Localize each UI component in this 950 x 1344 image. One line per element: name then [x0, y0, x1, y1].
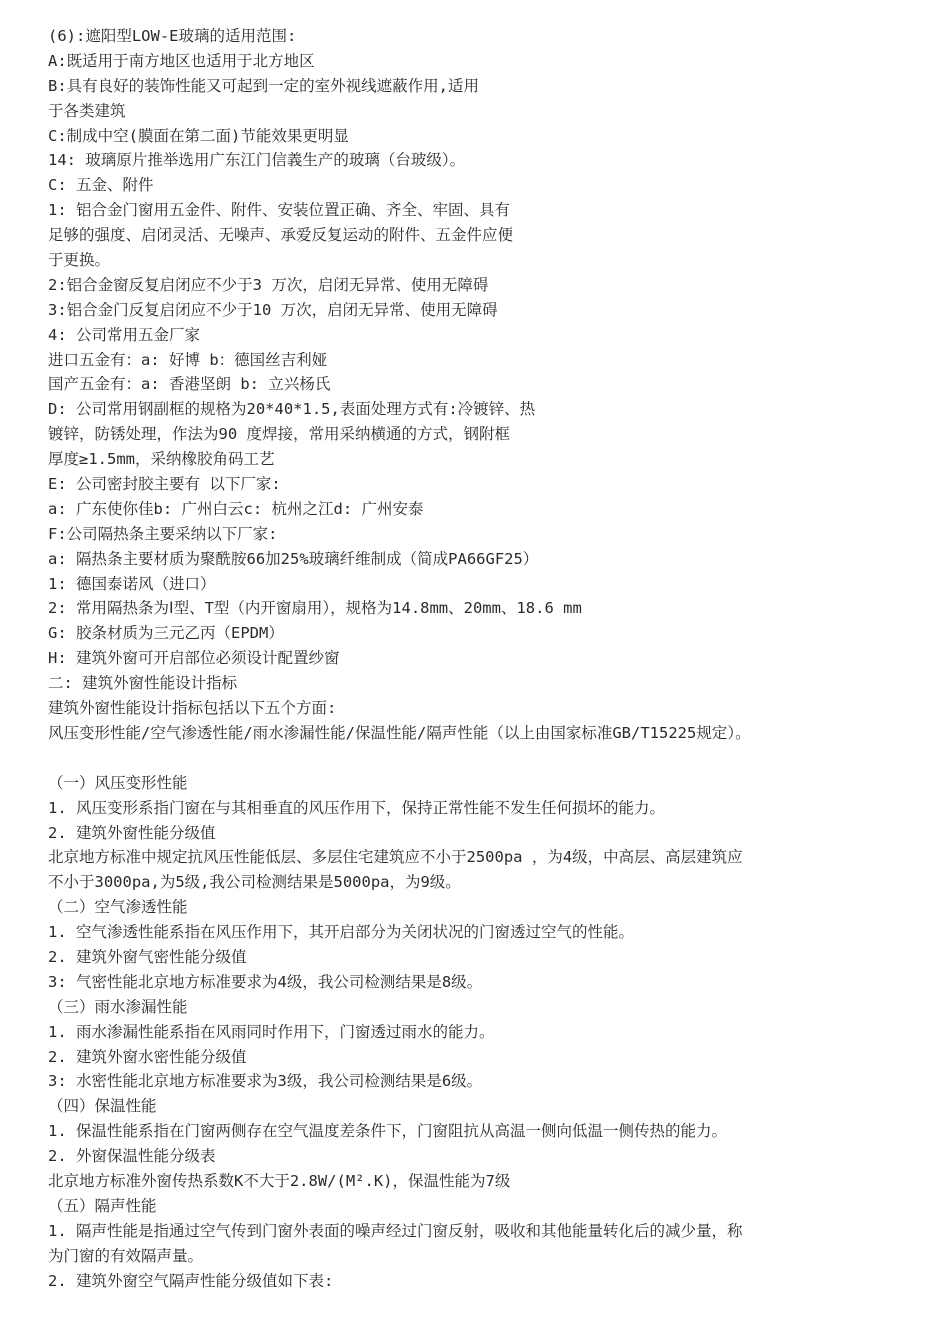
text-line: 1. 雨水渗漏性能系指在风雨同时作用下，门窗透过雨水的能力。 — [48, 1022, 495, 1041]
text-line: 3:铝合金门反复启闭应不少于10 万次，启闭无异常、使用无障碍 — [48, 300, 498, 319]
text-line: 1: 德国泰诺风（进口） — [48, 574, 216, 593]
text-line: 二: 建筑外窗性能设计指标 — [48, 674, 238, 693]
text-line: 1. 风压变形系指门窗在与其相垂直的风压作用下，保持正常性能不发生任何损坏的能力。 — [48, 798, 665, 817]
text-line: 国产五金有：a: 香港坚朗 b: 立兴杨氏 — [48, 375, 331, 394]
text-line: 北京地方标准外窗传热系数K不大于2.8W/(M².K)，保温性能为7级 — [48, 1171, 511, 1190]
text-line: 3: 水密性能北京地方标准要求为3级，我公司检测结果是6级。 — [48, 1072, 483, 1091]
text-line: 2:铝合金窗反复启闭应不少于3 万次，启闭无异常、使用无障碍 — [48, 275, 489, 294]
text-line: F:公司隔热条主要采纳以下厂家: — [48, 524, 278, 543]
text-line: 足够的强度、启闭灵活、无噪声、承爱反复运动的附件、五金件应便 — [48, 226, 514, 245]
text-line: 2. 建筑外窗气密性能分级值 — [48, 947, 247, 966]
blank-line — [48, 746, 928, 771]
text-line: 2. 建筑外窗空气隔声性能分级值如下表: — [48, 1271, 334, 1290]
text-line: 1. 空气渗透性能系指在风压作用下，其开启部分为关闭状况的门窗透过空气的性能。 — [48, 923, 634, 942]
text-line: 1. 隔声性能是指通过空气传到门窗外表面的噪声经过门窗反射，吸收和其他能量转化后的减少量，称 — [48, 1221, 743, 1240]
text-line: 镀锌，防锈处理，作法为90 度焊接，常用采纳横通的方式，钢附框 — [48, 425, 510, 444]
text-line: 1. 保温性能系指在门窗两侧存在空气温度差条件下，门窗阻抗从高温一侧向低温一侧传热的能力。 — [48, 1122, 727, 1141]
text-line: 进口五金有：a: 好博 b：德国丝吉利娅 — [48, 350, 328, 369]
text-line: H: 建筑外窗可开启部位必须设计配置纱窗 — [48, 649, 340, 668]
text-line: （三）雨水渗漏性能 — [48, 997, 188, 1016]
text-line: 2. 建筑外窗性能分级值 — [48, 823, 216, 842]
text-line: 不小于3000pa,为5级,我公司检测结果是5000pa，为9级。 — [48, 873, 461, 892]
text-line: 于各类建筑 — [48, 101, 126, 120]
text-line: 为门窗的有效隔声量。 — [48, 1246, 204, 1265]
text-line: 1: 铝合金门窗用五金件、附件、安装位置正确、齐全、牢固、具有 — [48, 201, 510, 220]
text-line: C: 五金、附件 — [48, 176, 154, 195]
text-line: 于更换。 — [48, 251, 111, 270]
text-line: 2: 常用隔热条为Ⅰ型、T型（内开窗扇用），规格为14.8mm、20mm、18.6 mm — [48, 599, 582, 618]
text-line: D: 公司常用钢副框的规格为20*40*1.5,表面处理方式有:冷镀锌、热 — [48, 400, 536, 419]
text-line: a: 隔热条主要材质为聚酰胺66加25%玻璃纤维制成（简成PA66GF25） — [48, 549, 539, 568]
text-line: （五）隔声性能 — [48, 1196, 157, 1215]
text-line: 北京地方标准中规定抗风压性能低层、多层住宅建筑应不小于2500pa ，为4级，中高层、高层建筑应 — [48, 848, 743, 867]
text-line: 厚度≥1.5mm，采纳橡胶角码工艺 — [48, 450, 275, 469]
text-line: B:具有良好的装饰性能又可起到一定的室外视线遮蔽作用,适用 — [48, 76, 479, 95]
text-line: C:制成中空(膜面在第二面)节能效果更明显 — [48, 126, 349, 145]
document-body — [48, 24, 928, 1293]
text-line: 建筑外窗性能设计指标包括以下五个方面: — [48, 699, 337, 718]
text-line: 3: 气密性能北京地方标准要求为4级，我公司检测结果是8级。 — [48, 972, 483, 991]
text-line: （一）风压变形性能 — [48, 773, 188, 792]
text-line: 风压变形性能/空气渗透性能/雨水渗漏性能/保温性能/隔声性能（以上由国家标准GB/T15225规定）。 — [48, 723, 751, 742]
text-line: 4: 公司常用五金厂家 — [48, 325, 200, 344]
text-line: a: 广东使你佳b: 广州白云c: 杭州之江d: 广州安泰 — [48, 499, 424, 518]
text-line: 2. 建筑外窗水密性能分级值 — [48, 1047, 247, 1066]
text-line: （二）空气渗透性能 — [48, 898, 188, 917]
text-line: 14: 玻璃原片推举选用广东江门信義生产的玻璃（台玻级）。 — [48, 151, 466, 170]
text-line: 2. 外窗保温性能分级表 — [48, 1147, 216, 1166]
text-line: (6):遮阳型LOW-E玻璃的适用范围: — [48, 27, 297, 45]
text-line: （四）保温性能 — [48, 1097, 157, 1116]
text-line: A:既适用于南方地区也适用于北方地区 — [48, 51, 315, 70]
text-line: E: 公司密封胶主要有 以下厂家: — [48, 475, 281, 494]
text-line: G: 胶条材质为三元乙丙（EPDM） — [48, 624, 284, 643]
